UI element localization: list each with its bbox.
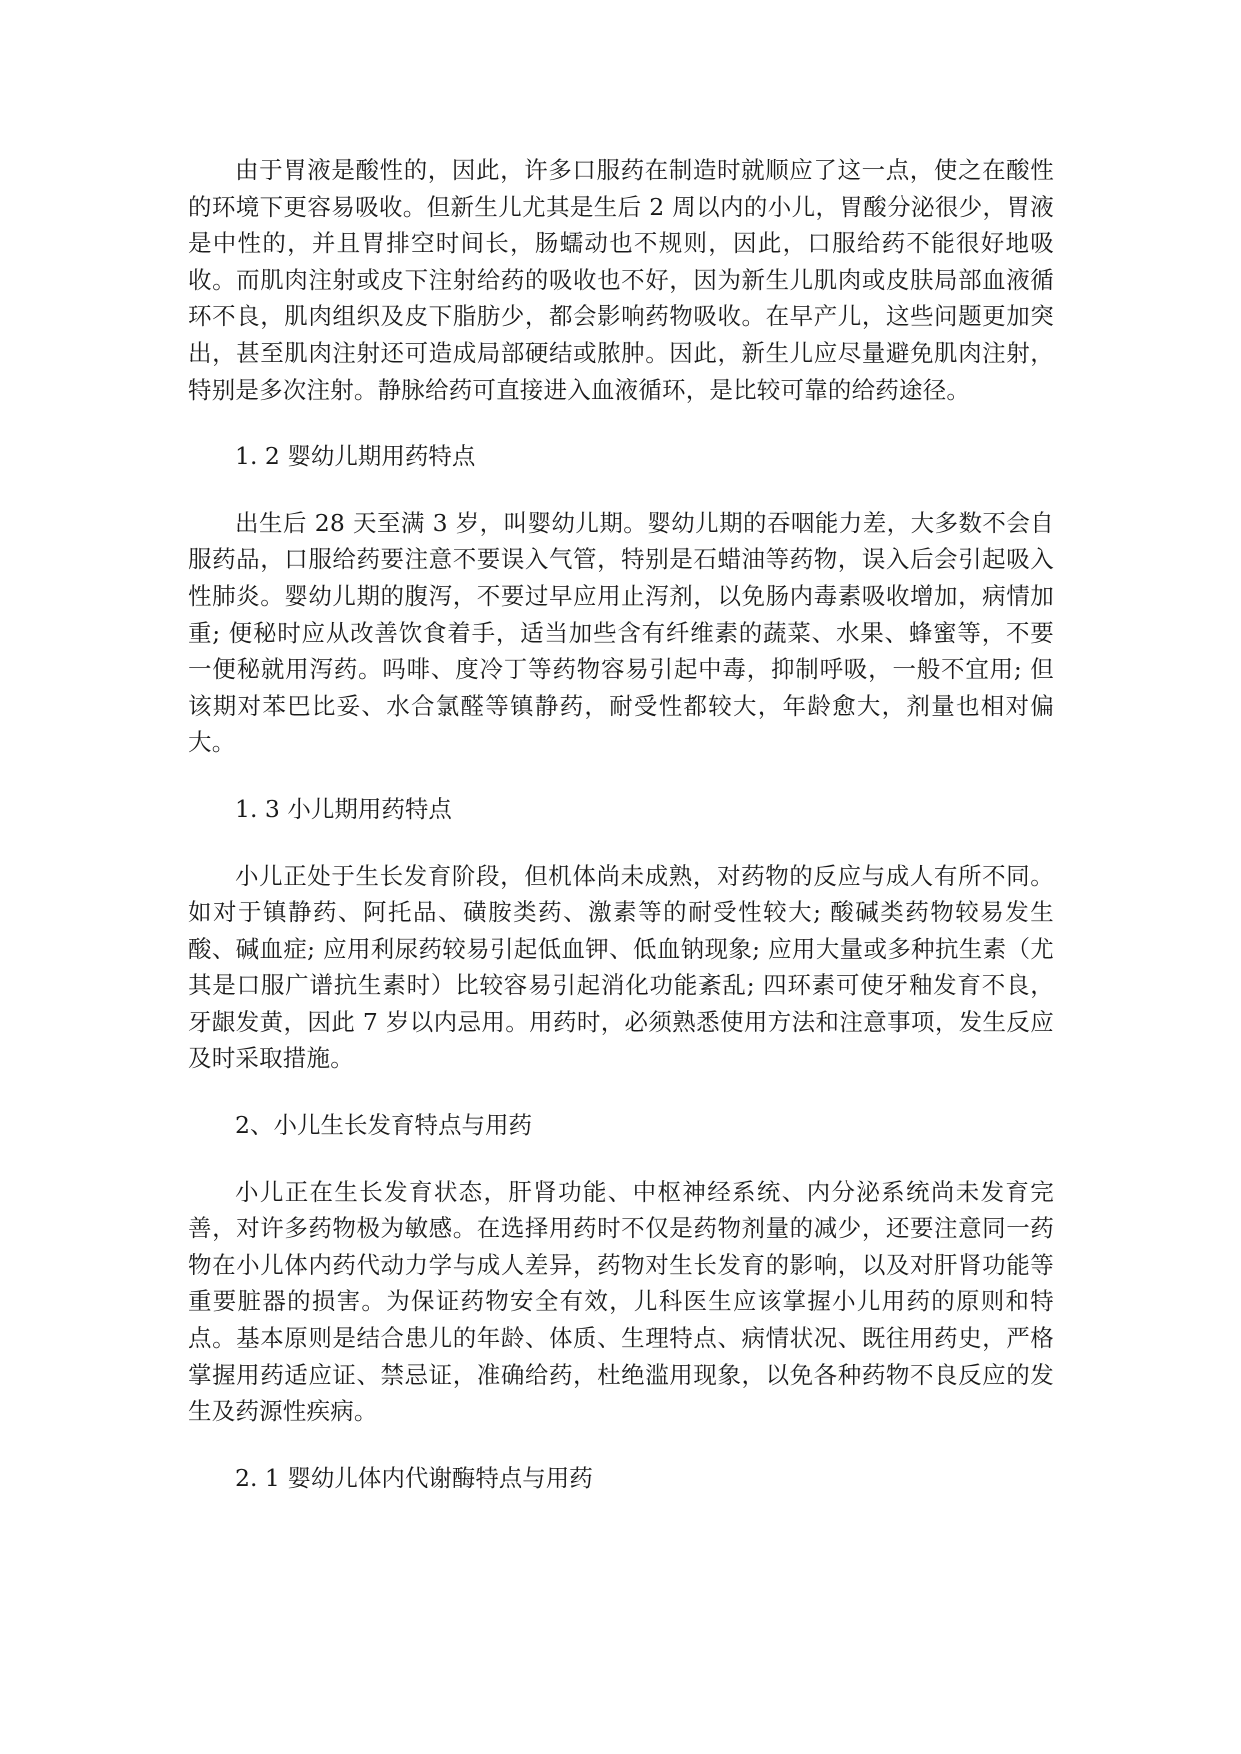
spacer <box>188 408 1054 438</box>
section-heading-1-2: 1. 2 婴幼儿期用药特点 <box>235 442 476 471</box>
spacer <box>188 1077 1054 1107</box>
paragraph-newborn-drug-absorption: 由于胃液是酸性的，因此，许多口服药在制造时就顺应了这一点，使之在酸性的环境下更容易吸收。但新生儿尤其是生后 2 周以内的小儿，胃酸分泌很少，胃液是中性的，并且胃排空时间长，肠蠕动也不规则，因此，口服给药不能很好地吸收。而肌肉注射或皮下注射给药的吸收也不好，因为新生儿肌肉或皮肤局部血液循环不良，肌肉组织及皮下脂肪少，都会影响药物吸收。在早产儿，这些问题更加突出，甚至肌肉注射还可造成局部硬结或脓肿。因此，新生儿应尽量避免肌肉注射，特别是多次注射。静脉给药可直接进入血液循环，是比较可靠的给药途径。 <box>188 156 1054 404</box>
spacer <box>188 1430 1054 1460</box>
section-heading-1-3: 1. 3 小儿期用药特点 <box>235 794 452 823</box>
section-heading-2: 2、小儿生长发育特点与用药 <box>235 1111 532 1140</box>
document-body <box>188 152 1054 1496</box>
paragraph-growth-development: 小儿正在生长发育状态，肝肾功能、中枢神经系统、内分泌系统尚未发育完善，对许多药物极为敏感。在选择用药时不仅是药物剂量的减少，还要注意同一药物在小儿体内药代动力学与成人差异，药物对生长发育的影响，以及对肝肾功能等重要脏器的损害。为保证药物安全有效，儿科医生应该掌握小儿用药的原则和特点。基本原则是结合患儿的年龄、体质、生理特点、病情状况、既往用药史，严格掌握用药适应证、禁忌证，准确给药，杜绝滥用现象，以免各种药物不良反应的发生及药源性疾病。 <box>188 1177 1054 1426</box>
paragraph-child-period: 小儿正处于生长发育阶段，但机体尚未成熟，对药物的反应与成人有所不同。如对于镇静药、阿托品、磺胺类药、激素等的耐受性较大; 酸碱类药物较易发生酸、碱血症; 应用利尿药较易引起低血钾、低血钠现象; 应用大量或多种抗生素（尤其是口服广谱抗生素时）比较容易引起消化功能紊乱; 四环素可使牙釉发育不良，牙龈发黄，因此 7 岁以内忌用。用药时，必须熟悉使用方法和注意事项，发生反应及时采取措施。 <box>188 861 1054 1073</box>
paragraph-infant-period: 出生后 28 天至满 3 岁，叫婴幼儿期。婴幼儿期的吞咽能力差，大多数不会自服药品，口服给药要注意不要误入气管，特别是石蜡油等药物，误入后会引起吸入性肺炎。婴幼儿期的腹泻，不要过早应用止泻剂，以免肠内毒素吸收增加，病情加重; 便秘时应从改善饮食着手，适当加些含有纤维素的蔬菜、水果、蜂蜜等，不要一便秘就用泻药。吗啡、度冷丁等药物容易引起中毒，抑制呼吸，一般不宜用; 但该期对苯巴比妥、水合氯醛等镇静药，耐受性都较大，年龄愈大，剂量也相对偏大。 <box>188 508 1054 757</box>
spacer <box>188 761 1054 791</box>
spacer <box>188 475 1054 505</box>
spacer <box>188 828 1054 858</box>
spacer <box>188 1144 1054 1174</box>
section-heading-2-1: 2. 1 婴幼儿体内代谢酶特点与用药 <box>235 1463 593 1492</box>
